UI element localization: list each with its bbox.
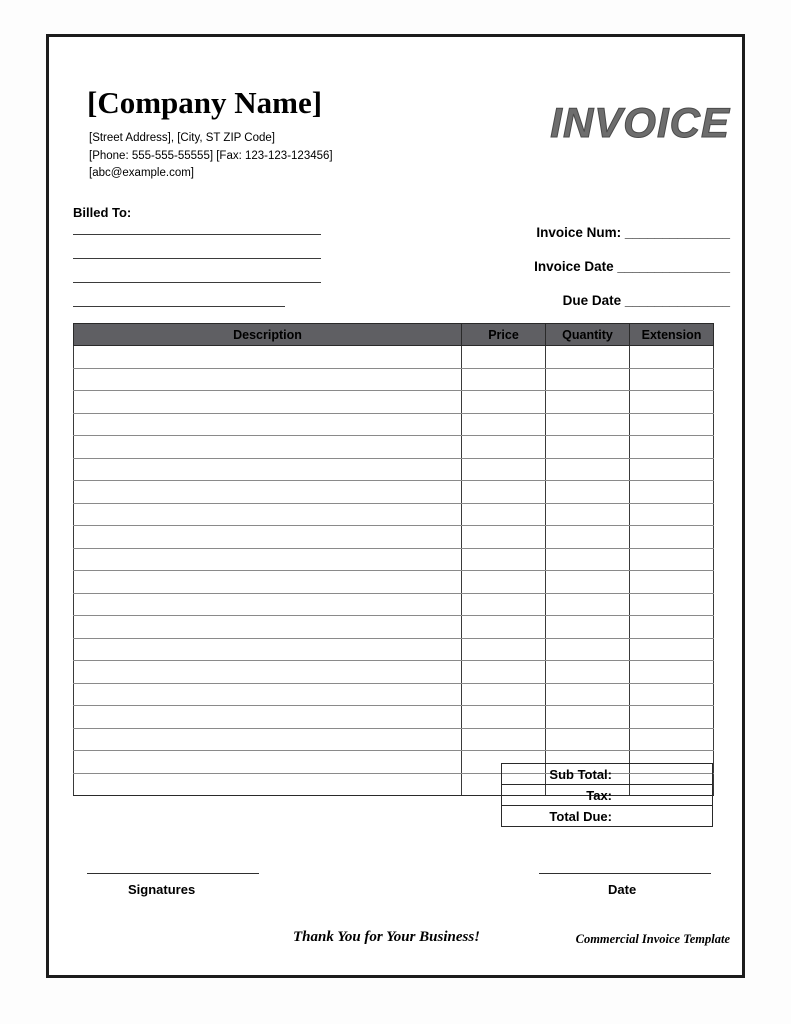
invoice-content [49, 37, 742, 975]
column-header-price: Price [462, 324, 546, 346]
table-cell[interactable] [74, 503, 462, 526]
table-cell[interactable] [74, 571, 462, 594]
table-cell[interactable] [74, 616, 462, 639]
table-cell[interactable] [74, 391, 462, 414]
invoice-sheet [46, 34, 745, 978]
table-cell[interactable] [74, 413, 462, 436]
table-header-row [74, 324, 714, 346]
tax-label: Tax: [502, 785, 619, 806]
totals-row-total-due [502, 806, 713, 827]
table-cell[interactable] [462, 503, 546, 526]
table-cell[interactable] [630, 661, 714, 684]
footer-template-note: Commercial Invoice Template [575, 932, 730, 946]
due-date-field[interactable]: Due Date ______________ [562, 293, 730, 308]
tax-value[interactable] [618, 785, 713, 806]
table-cell[interactable] [74, 728, 462, 751]
invoice-number-field[interactable]: Invoice Num: ______________ [536, 225, 730, 240]
signature-label: Signatures [128, 882, 196, 897]
column-header-description: Description [74, 324, 462, 346]
total-due-label: Total Due: [502, 806, 619, 827]
table-row [74, 661, 714, 684]
table-cell[interactable] [630, 458, 714, 481]
table-cell[interactable] [74, 548, 462, 571]
signature-line[interactable] [87, 873, 259, 874]
table-cell[interactable] [74, 638, 462, 661]
table-row [74, 368, 714, 391]
table-cell[interactable] [630, 436, 714, 459]
table-cell[interactable] [74, 481, 462, 504]
table-cell[interactable] [462, 706, 546, 729]
table-row [74, 436, 714, 459]
table-cell[interactable] [462, 413, 546, 436]
table-cell[interactable] [462, 661, 546, 684]
table-cell[interactable] [74, 683, 462, 706]
column-header-quantity: Quantity [546, 324, 630, 346]
table-row [74, 503, 714, 526]
table-cell[interactable] [630, 526, 714, 549]
table-cell[interactable] [462, 683, 546, 706]
column-header-extension: Extension [630, 324, 714, 346]
table-cell[interactable] [546, 728, 630, 751]
billed-to-line-4[interactable] [73, 306, 285, 307]
invoice-date-field[interactable]: Invoice Date _______________ [534, 259, 730, 274]
totals-row-subtotal [502, 764, 713, 785]
table-cell[interactable] [630, 548, 714, 571]
table-cell[interactable] [74, 751, 462, 774]
table-cell[interactable] [462, 548, 546, 571]
table-cell[interactable] [462, 526, 546, 549]
table-cell[interactable] [630, 593, 714, 616]
billed-to-label: Billed To: [73, 205, 132, 220]
table-cell[interactable] [74, 368, 462, 391]
table-cell[interactable] [546, 368, 630, 391]
table-row [74, 683, 714, 706]
table-body [74, 346, 714, 796]
table-row [74, 346, 714, 369]
table-cell[interactable] [462, 436, 546, 459]
table-cell[interactable] [74, 526, 462, 549]
table-cell[interactable] [462, 571, 546, 594]
table-cell[interactable] [630, 638, 714, 661]
billed-to-line-2[interactable] [73, 258, 321, 259]
table-cell[interactable] [462, 616, 546, 639]
table-row [74, 526, 714, 549]
table-cell[interactable] [462, 638, 546, 661]
table-cell[interactable] [546, 571, 630, 594]
table-cell[interactable] [546, 661, 630, 684]
date-line[interactable] [539, 873, 711, 874]
subtotal-label: Sub Total: [502, 764, 619, 785]
table-cell[interactable] [546, 548, 630, 571]
table-cell[interactable] [630, 346, 714, 369]
table-cell[interactable] [74, 458, 462, 481]
table-cell[interactable] [546, 481, 630, 504]
subtotal-value[interactable] [618, 764, 713, 785]
table-row [74, 458, 714, 481]
table-cell[interactable] [462, 593, 546, 616]
table-cell[interactable] [630, 391, 714, 414]
totals-table [501, 763, 713, 827]
totals-row-tax [502, 785, 713, 806]
table-row [74, 571, 714, 594]
table-row [74, 728, 714, 751]
company-address: [Street Address], [City, ST ZIP Code] [89, 132, 275, 144]
table-cell[interactable] [546, 458, 630, 481]
table-row [74, 391, 714, 414]
table-cell[interactable] [630, 503, 714, 526]
table-cell[interactable] [546, 638, 630, 661]
table-cell[interactable] [546, 391, 630, 414]
table-row [74, 706, 714, 729]
total-due-value[interactable] [618, 806, 713, 827]
table-row [74, 481, 714, 504]
table-cell[interactable] [462, 481, 546, 504]
table-cell[interactable] [74, 593, 462, 616]
table-cell[interactable] [630, 728, 714, 751]
table-cell[interactable] [74, 436, 462, 459]
billed-to-line-3[interactable] [73, 282, 321, 283]
company-contact: [Phone: 555-555-55555] [Fax: 123-123-123456] [89, 150, 333, 162]
table-cell[interactable] [74, 661, 462, 684]
company-email: [abc@example.com] [89, 167, 194, 179]
thank-you-note: Thank You for Your Business! [293, 929, 481, 945]
table-cell[interactable] [546, 413, 630, 436]
table-cell[interactable] [462, 391, 546, 414]
table-cell[interactable] [630, 683, 714, 706]
table-cell[interactable] [546, 616, 630, 639]
company-name: [Company Name] [87, 85, 323, 120]
table-row [74, 548, 714, 571]
table-cell[interactable] [630, 616, 714, 639]
table-cell[interactable] [462, 368, 546, 391]
table-cell[interactable] [74, 346, 462, 369]
table-cell[interactable] [546, 526, 630, 549]
table-cell[interactable] [546, 683, 630, 706]
table-cell[interactable] [546, 346, 630, 369]
table-cell[interactable] [546, 436, 630, 459]
table-cell[interactable] [462, 728, 546, 751]
table-row [74, 638, 714, 661]
table-cell[interactable] [630, 706, 714, 729]
table-cell[interactable] [546, 706, 630, 729]
table-cell[interactable] [546, 503, 630, 526]
table-row [74, 593, 714, 616]
table-cell[interactable] [630, 368, 714, 391]
table-cell[interactable] [462, 346, 546, 369]
date-label: Date [608, 882, 637, 897]
table-cell[interactable] [74, 773, 462, 796]
table-cell[interactable] [546, 593, 630, 616]
invoice-heading: INVOICE [550, 99, 730, 146]
line-items-table [73, 323, 714, 796]
table-cell[interactable] [630, 413, 714, 436]
table-cell[interactable] [630, 571, 714, 594]
billed-to-line-1[interactable] [73, 234, 321, 235]
table-cell[interactable] [630, 481, 714, 504]
table-row [74, 413, 714, 436]
table-cell[interactable] [462, 458, 546, 481]
table-cell[interactable] [74, 706, 462, 729]
table-row [74, 616, 714, 639]
